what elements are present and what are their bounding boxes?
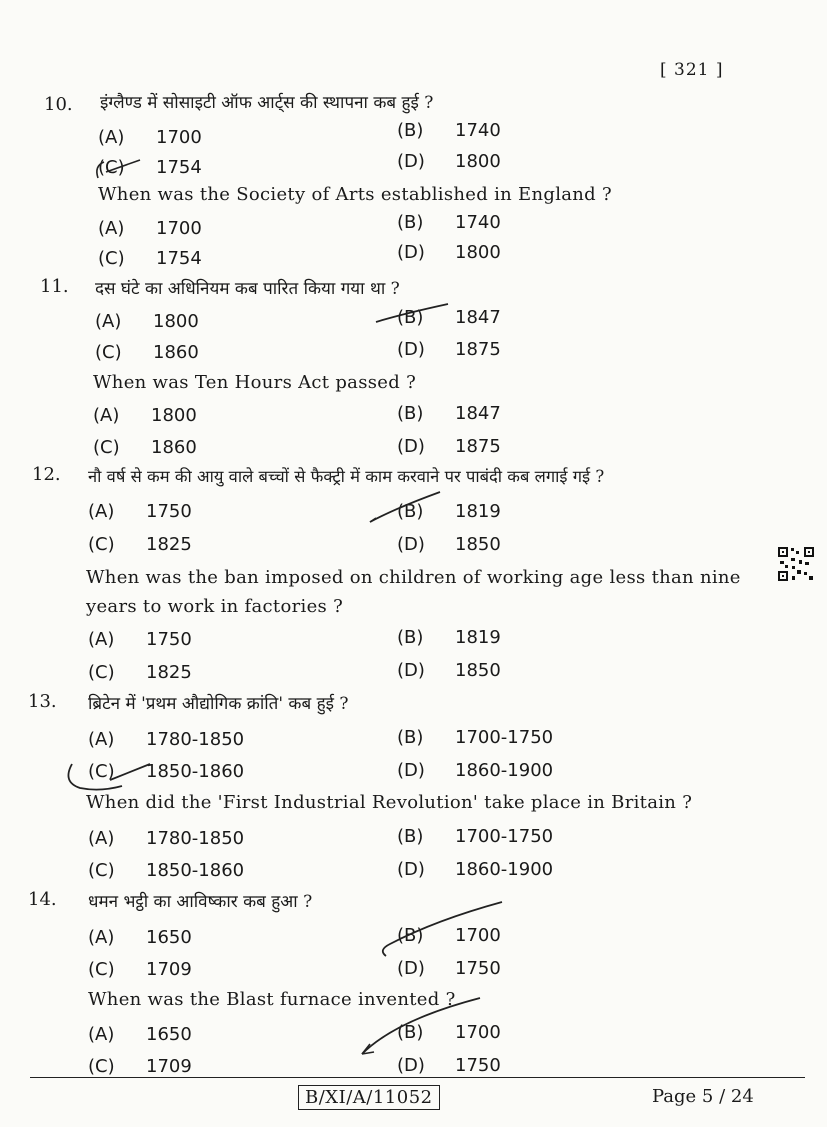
option-b: (B) 1700: [397, 1022, 501, 1043]
question-text-hindi: इंग्लैण्ड में सोसाइटी ऑफ आर्ट्स की स्थापना कब हुई ?: [100, 93, 434, 113]
question-text-english: When did the 'First Industrial Revolution' take place in Britain ?: [86, 792, 693, 813]
paper-code: B/XI/A/11052: [298, 1085, 440, 1110]
option-b: (B) 1740: [397, 212, 501, 233]
question-text-english: When was the Society of Arts established in England ?: [98, 184, 612, 205]
option-c: (C) 1825: [88, 662, 192, 683]
option-a: (A) 1800: [93, 405, 197, 426]
option-d: (D) 1850: [397, 534, 501, 555]
option-c: (C) 1709: [88, 1056, 192, 1077]
question-text-english: When was Ten Hours Act passed ?: [93, 372, 417, 393]
option-d: (D) 1800: [397, 151, 501, 172]
option-d: (D) 1750: [397, 1055, 501, 1076]
option-c: (C) 1850-1860: [88, 860, 245, 881]
option-a: (A) 1750: [88, 501, 192, 522]
option-d: (D) 1860-1900: [397, 760, 554, 781]
option-b: (B) 1847: [397, 307, 501, 328]
question-number: 14.: [28, 889, 57, 910]
option-d: (D) 1875: [397, 436, 501, 457]
option-c: (C) 1754: [98, 248, 202, 269]
option-d: (D) 1850: [397, 660, 501, 681]
page-number: [ 321 ]: [660, 60, 724, 80]
option-a: (A) 1780-1850: [88, 828, 245, 849]
option-a: (A) 1650: [88, 927, 192, 948]
qr-code-icon: [777, 546, 815, 582]
option-c: (C) 1850-1860: [88, 761, 245, 782]
option-b: (B) 1819: [397, 501, 501, 522]
option-b: (B) 1847: [397, 403, 501, 424]
option-a: (A) 1650: [88, 1024, 192, 1045]
option-b: (B) 1700-1750: [397, 826, 554, 847]
footer-divider: [30, 1077, 805, 1078]
option-c: (C) 1825: [88, 534, 192, 555]
option-a: (A) 1750: [88, 629, 192, 650]
option-b: (B) 1740: [397, 120, 501, 141]
option-b: (B) 1819: [397, 627, 501, 648]
option-d: (D) 1800: [397, 242, 501, 263]
option-c: (C) 1709: [88, 959, 192, 980]
option-c: (C) 1860: [93, 437, 197, 458]
question-text-english: When was the ban imposed on children of working age less than nine years to work in factories ?: [86, 567, 741, 617]
question-number: 12.: [32, 464, 61, 485]
question-text-english: When was the Blast furnace invented ?: [88, 989, 456, 1010]
option-d: (D) 1750: [397, 958, 501, 979]
option-d: (D) 1875: [397, 339, 501, 360]
question-text-hindi: नौ वर्ष से कम की आयु वाले बच्चों से फैक्ट्री में काम करवाने पर पाबंदी कब लगाई गई ?: [88, 467, 605, 486]
question-number: 11.: [40, 276, 69, 297]
option-b: (B) 1700-1750: [397, 727, 554, 748]
option-d: (D) 1860-1900: [397, 859, 554, 880]
option-a: (A) 1800: [95, 311, 199, 332]
option-b: (B) 1700: [397, 925, 501, 946]
option-c: (C) 1860: [95, 342, 199, 363]
option-a: (A) 1700: [98, 218, 202, 239]
option-a: (A) 1700: [98, 127, 202, 148]
question-number: 10.: [44, 94, 73, 115]
option-c: (C) 1754: [98, 157, 202, 178]
option-a: (A) 1780-1850: [88, 729, 245, 750]
page-indicator: Page 5 / 24: [652, 1086, 754, 1107]
question-number: 13.: [28, 691, 57, 712]
question-text-hindi: दस घंटे का अधिनियम कब पारित किया गया था ?: [95, 279, 400, 299]
question-text-hindi: धमन भट्ठी का आविष्कार कब हुआ ?: [88, 892, 313, 912]
question-text-hindi: ब्रिटेन में 'प्रथम औद्योगिक क्रांति' कब हुई ?: [88, 694, 349, 714]
